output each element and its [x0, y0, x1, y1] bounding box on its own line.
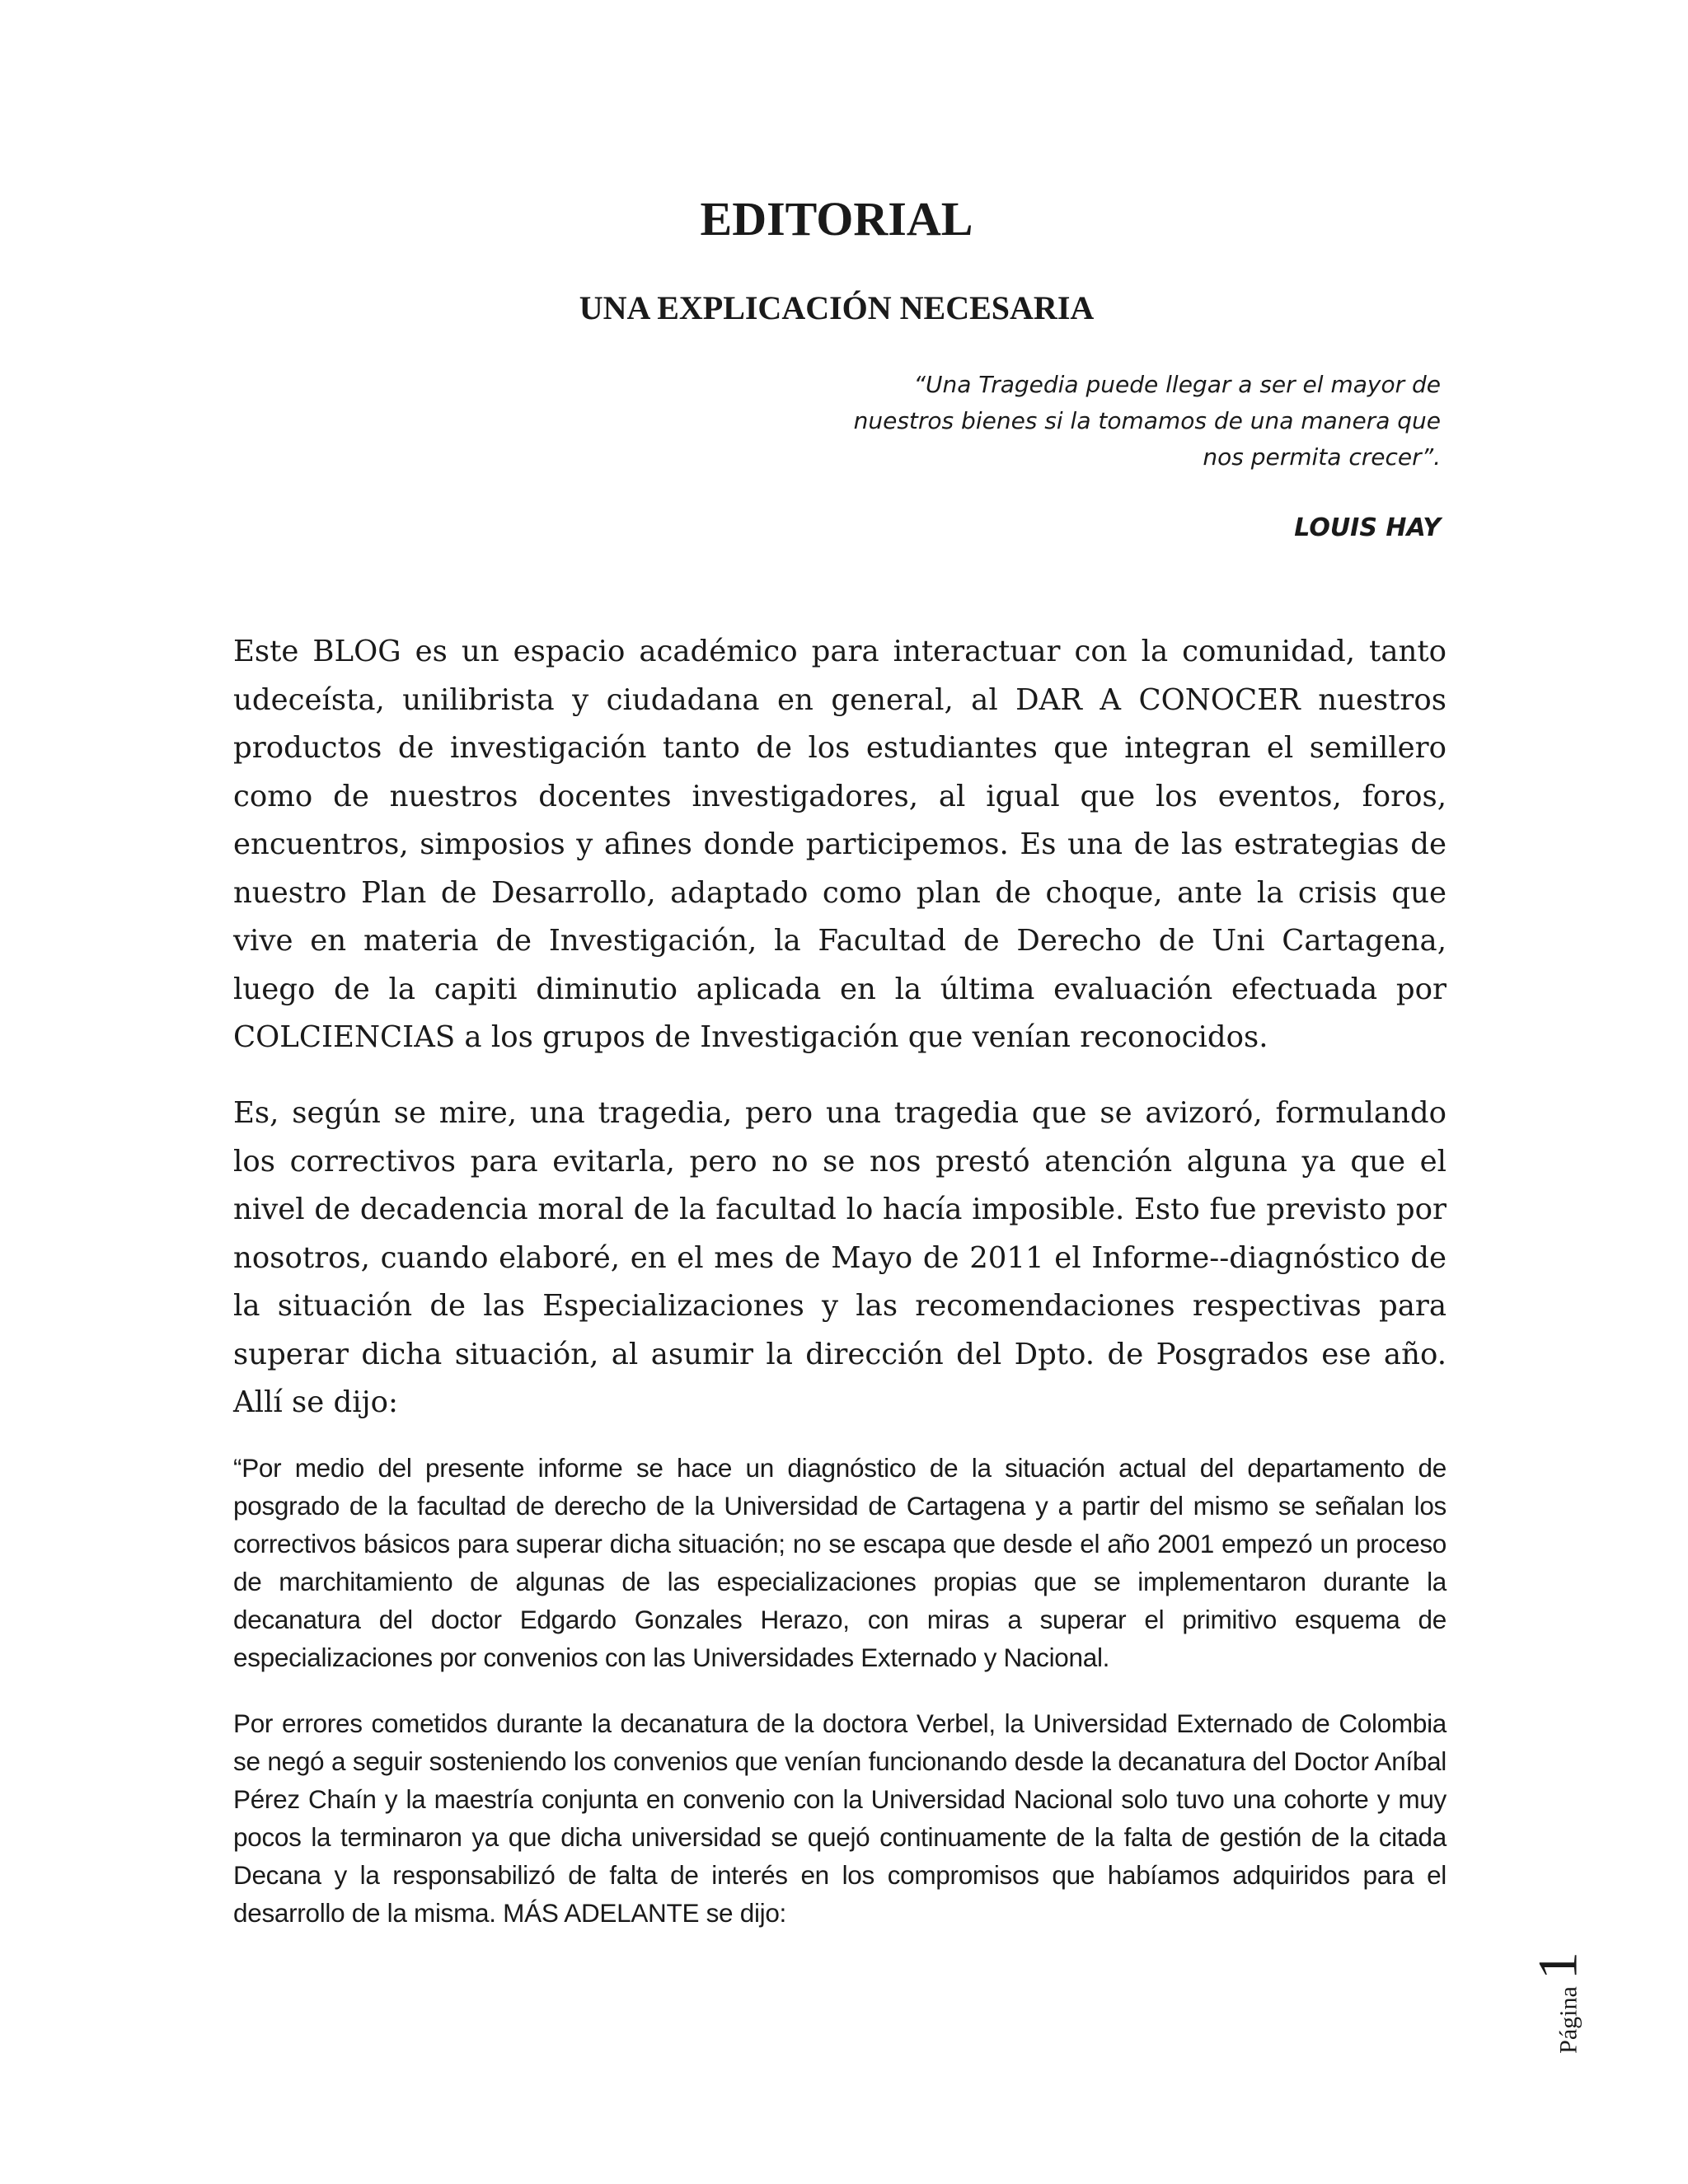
epigraph-author: LOUIS HAY — [1294, 513, 1441, 542]
quoted-paragraph-1: “Por medio del presente informe se hace un diagnóstico de la situación actual del departamento de posgrado de la facultad de derecho de la Universidad de Cartagena y a partir del mismo se señalan los correctivos básicos para superar dicha situación; no se escapa que desde el año 2001 empezó un proceso de marchitamiento de algunas de las especializaciones propias que se implementaron durante la decanatura del doctor Edgardo Gonzales Herazo, con miras a superar el primitivo esquema de especializaciones por convenios con las Universidades Externado y Nacional. — [233, 1453, 1447, 1672]
page-subtitle: UNA EXPLICACIÓN NECESARIA — [579, 289, 1095, 326]
epigraph-quote: “Una Tragedia puede llegar a ser el mayor de nuestros bienes si la tomamos de una manera que nos permita crecer”. — [853, 371, 1441, 471]
quoted-paragraph-2: Por errores cometidos durante la decanatura de la doctora Verbel, la Universidad Externado de Colombia se negó a seguir sosteniendo los convenios que venían funcionando desde la decanatura del Doctor Aníbal Pérez Chaín y la maestría conjunta en convenio con la Universidad Nacional solo tuvo una cohorte y muy pocos la terminaron ya que dicha universidad se quejó continuamente de la falta de gestión de la citada Decana y la responsabilizó de falta de interés en los compromisos que habíamos adquiridos para el desarrollo de la misma. MÁS ADELANTE se dijo: — [233, 1708, 1447, 1928]
page-number: 1 — [1526, 1952, 1589, 1980]
page-label: Página — [1554, 1986, 1582, 2054]
body-paragraph-2: Es, según se mire, una tragedia, pero una tragedia que se avizoró, formulando los correctivos para evitarla, pero no se nos prestó atención alguna ya que el nivel de decadencia moral de la facultad lo hacía imposible. Esto fue previsto por nosotros, cuando elaboré, en el mes de Mayo de 2011 el Informe--diagnóstico de la situación de las Especializaciones y las recomendaciones respectivas para superar dicha situación, al asumir la dirección del Dpto. de Posgrados ese año. Allí se dijo: — [233, 1096, 1447, 1419]
page-number-footer — [1517, 1952, 1599, 2054]
body-paragraph-1: Este BLOG es un espacio académico para interactuar con la comunidad, tanto udeceísta, unilibrista y ciudadana en general, al DAR A CONOCER nuestros productos de investigación tanto de los estudiantes que integran el semillero como de nuestros docentes investigadores, al igual que los eventos, foros, encuentros, simposios y afines donde participemos. Es una de las estrategias de nuestro Plan de Desarrollo, adaptado como plan de choque, ante la crisis que vive en materia de Investigación, la Facultad de Derecho de Uni Cartagena, luego de la capiti diminutio aplicada en la última evaluación efectuada por COLCIENCIAS a los grupos de Investigación que venían reconocidos. — [233, 635, 1447, 1054]
page-title: EDITORIAL — [700, 192, 973, 246]
